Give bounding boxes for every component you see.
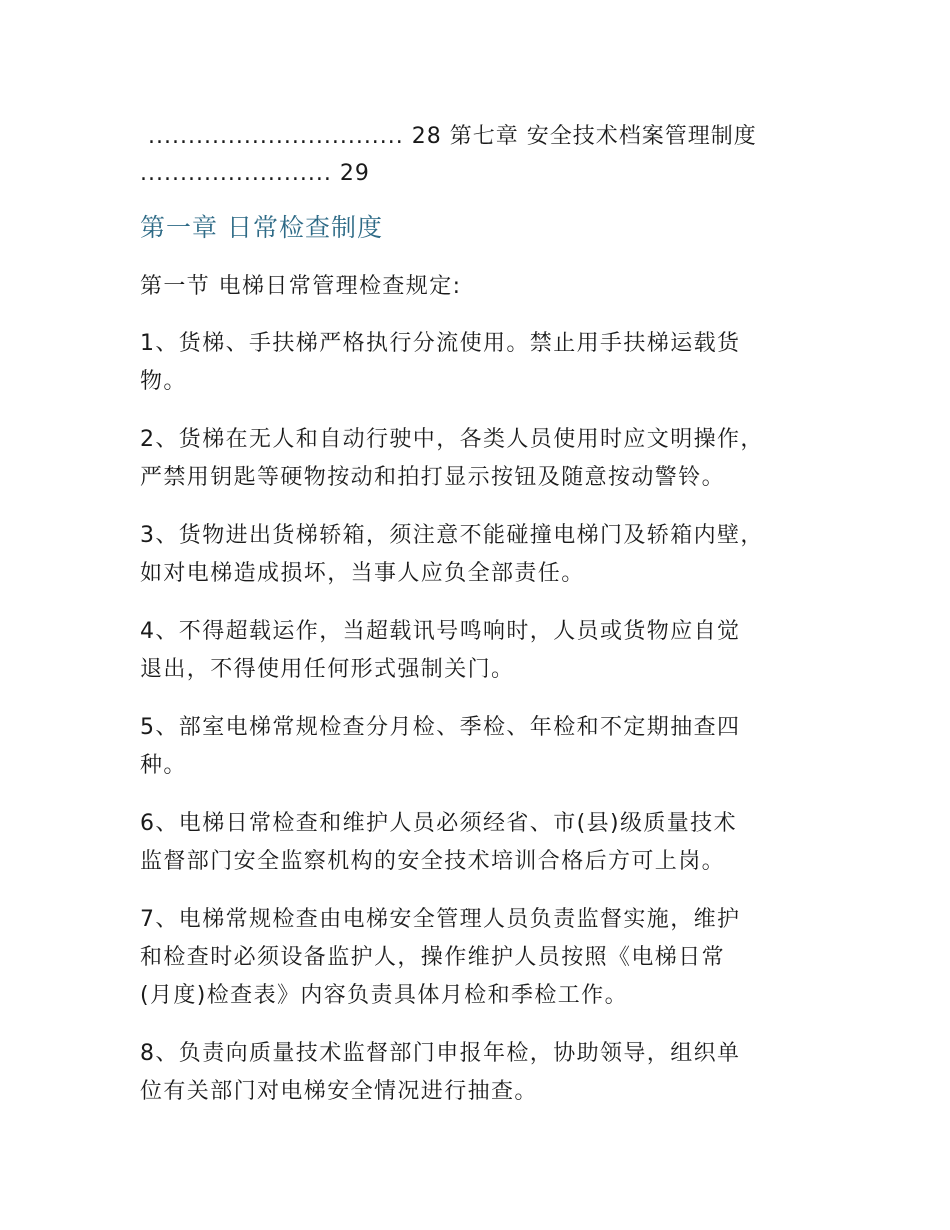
table-of-contents-fragment	[140, 118, 840, 192]
paragraph-line: 监督部门安全监察机构的安全技术培训合格后方可上岗。	[140, 849, 726, 874]
paragraph-8	[140, 1035, 840, 1111]
paragraph-line: 2、货梯在无人和自动行驶中，各类人员使用时应文明操作，	[140, 427, 764, 452]
paragraph-line: 7、电梯常规检查由电梯安全管理人员负责监督实施，维护	[140, 907, 741, 932]
paragraph-line: 5、部室电梯常规检查分月检、季检、年检和不定期抽查四	[140, 715, 741, 740]
paragraph-3	[140, 517, 840, 593]
paragraph-line: 位有关部门对电梯安全情况进行抽查。	[140, 1079, 538, 1104]
paragraph-7	[140, 901, 840, 1015]
paragraph-1	[140, 325, 840, 401]
paragraph-6	[140, 805, 840, 881]
toc-entry-page-29: ........................ 29	[140, 161, 370, 186]
paragraph-line: 种。	[140, 753, 187, 778]
paragraph-line: 严禁用钥匙等硬物按动和拍打显示按钮及随意按动警铃。	[140, 465, 726, 490]
paragraph-5	[140, 709, 840, 785]
paragraph-line: 1、货梯、手扶梯严格执行分流使用。禁止用手扶梯运载货	[140, 331, 741, 356]
chapter-heading: 第一章 日常检查制度	[140, 213, 383, 242]
paragraph-line: 8、负责向质量技术监督部门申报年检，协助领导，组织单	[140, 1041, 741, 1066]
paragraph-line: 3、货物进出货梯轿箱，须注意不能碰撞电梯门及轿箱内壁，	[140, 523, 764, 548]
paragraph-4	[140, 613, 840, 689]
paragraph-line: 物。	[140, 369, 187, 394]
toc-entry-chapter-7: ................................ 28 第七章 安全技术档案管理制度	[148, 124, 757, 149]
paragraph-2	[140, 421, 840, 497]
paragraph-line: 如对电梯造成损坏，当事人应负全部责任。	[140, 561, 585, 586]
paragraph-line: 4、不得超载运作，当超载讯号鸣响时，人员或货物应自觉	[140, 619, 741, 644]
paragraph-line: 和检查时必须设备监护人，操作维护人员按照《电梯日常	[140, 945, 726, 970]
paragraph-line: 6、电梯日常检查和维护人员必须经省、市(县)级质量技术	[140, 811, 737, 836]
section-title	[140, 268, 840, 306]
section-title-text: 第一节 电梯日常管理检查规定:	[140, 274, 462, 299]
paragraph-line: 退出，不得使用任何形式强制关门。	[140, 657, 515, 682]
paragraph-line: (月度)检查表》内容负责具体月检和季检工作。	[140, 983, 628, 1008]
